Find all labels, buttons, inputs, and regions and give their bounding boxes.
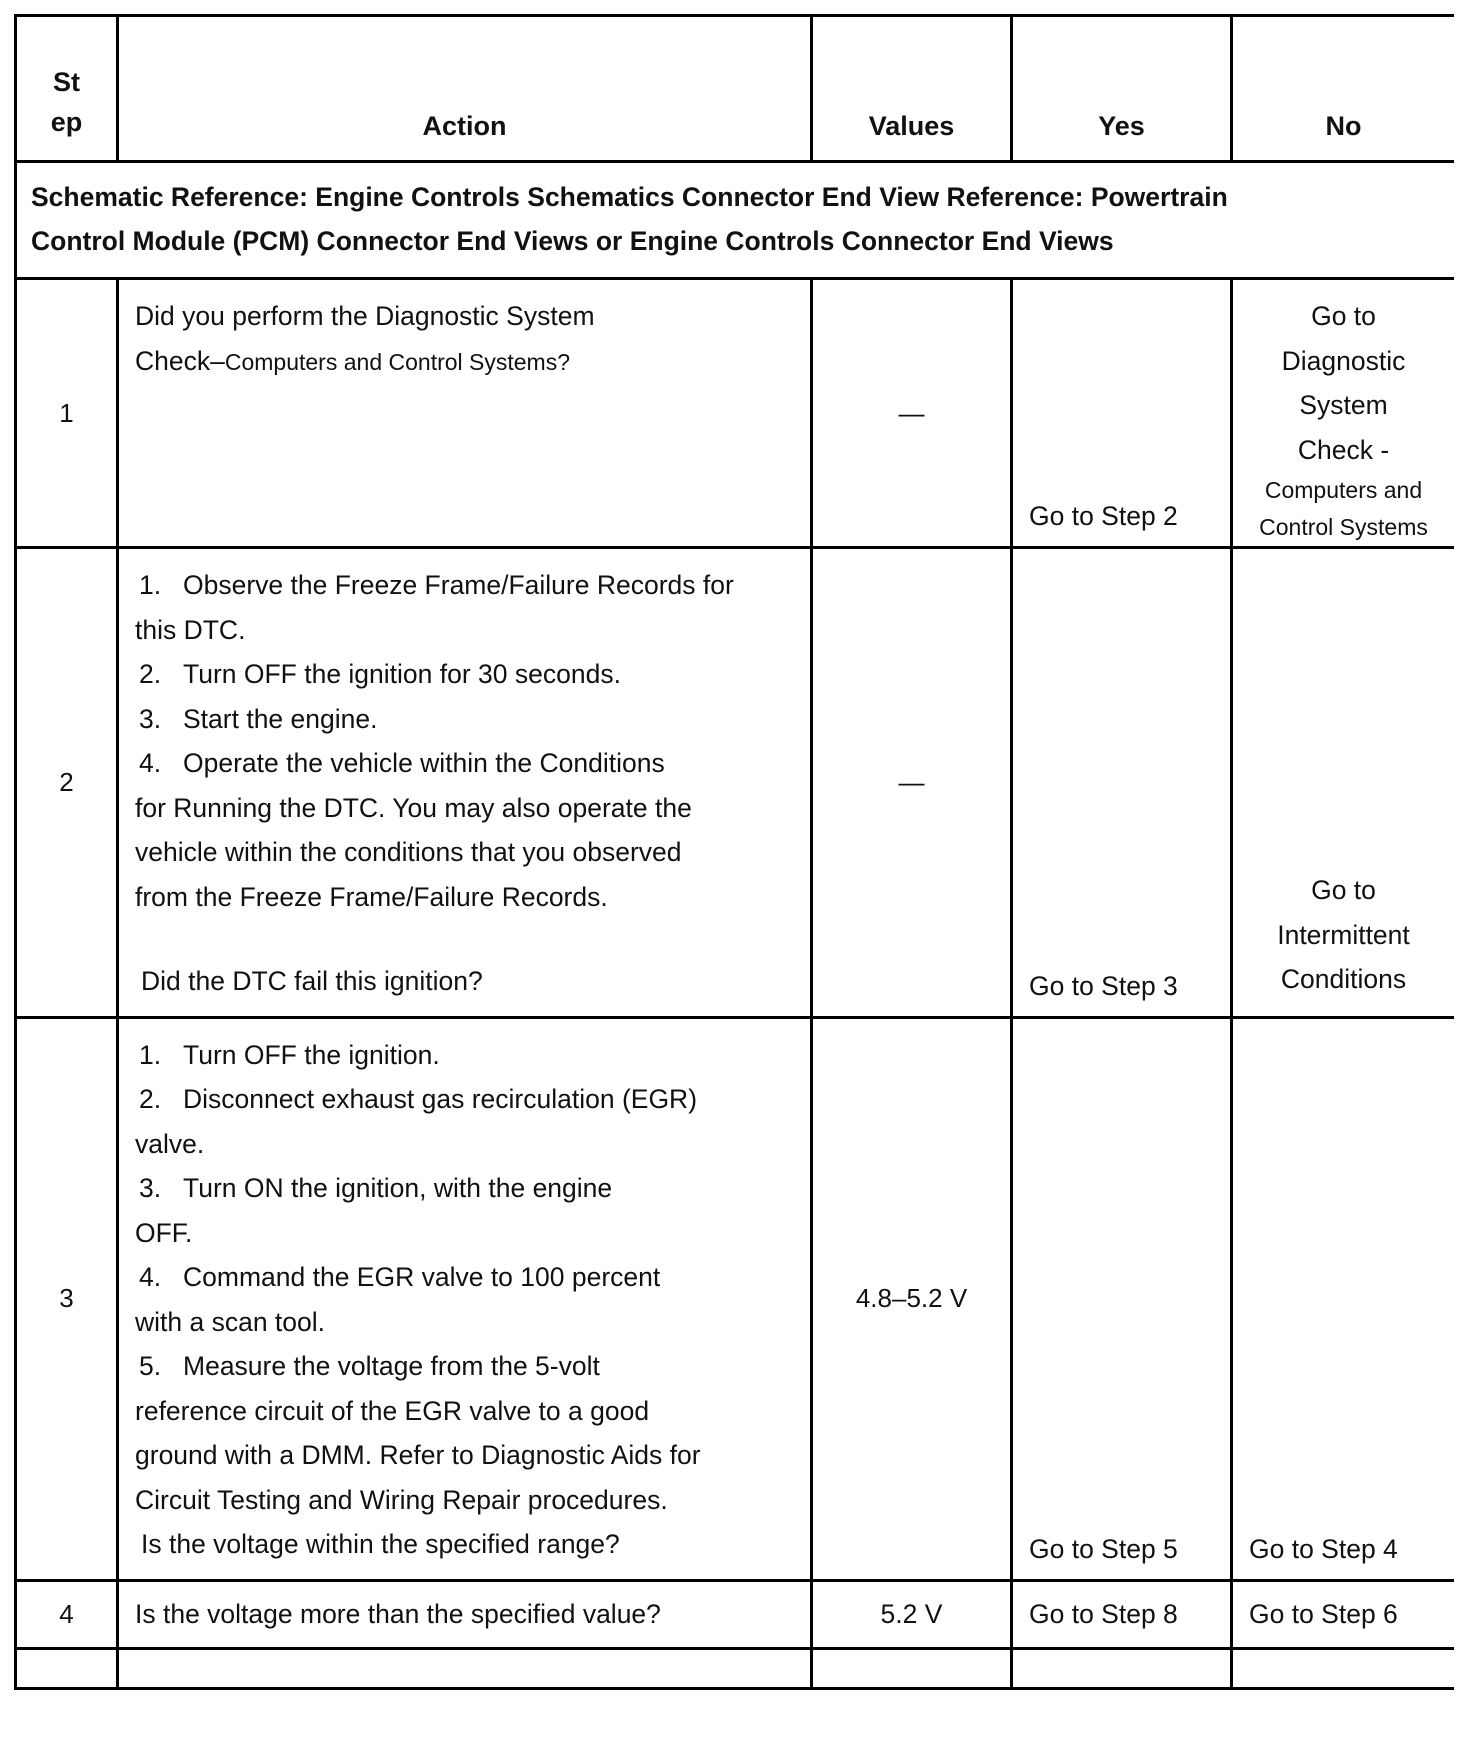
action-question: Is the voltage within the specified range? [141,1529,620,1559]
item-text: reference circuit of the EGR valve to a good [135,1395,650,1426]
step-header [16,16,118,162]
item-text: OFF. [135,1217,193,1248]
action-item [135,652,798,697]
action-cell [118,1017,812,1580]
no-header: No [1232,16,1455,162]
item-text: Turn ON the ignition, with the engine [183,1173,613,1203]
no-line: Diagnostic [1281,345,1406,376]
no-line: Go to [1311,301,1376,331]
value-cell: 5.2 V [812,1580,1012,1648]
item-number: 3. [139,703,162,734]
item-text: Observe the Freeze Frame/Failure Records for [183,570,734,600]
action-list [135,563,798,919]
no-line: Intermittent [1277,919,1410,950]
empty-cell [1232,1648,1455,1688]
yes-cell: Go to Step 2 [1012,279,1232,548]
empty-cell [16,1648,118,1688]
no-line: Conditions [1280,964,1407,994]
empty-cell [118,1648,812,1688]
no-line-small: Control Systems [1259,514,1428,540]
step-number: 1 [16,279,118,548]
action-item [135,608,798,653]
item-text: Operate the vehicle within the Conditions [183,748,665,778]
no-cell [1232,279,1455,548]
action-item [135,875,798,920]
action-item [135,1389,798,1434]
item-text: Disconnect exhaust gas recirculation (EGR) [183,1084,698,1114]
item-text: Turn OFF the ignition. [183,1039,440,1070]
no-line: System [1299,390,1388,420]
item-number: 4. [139,748,162,778]
no-cell: Go to Step 6 [1232,1580,1455,1648]
action-line: Did you perform the Diagnostic System [135,301,595,331]
action-item [135,1478,798,1523]
item-text: vehicle within the conditions that you observed [135,837,682,867]
reference-line1: Schematic Reference: Engine Controls Schematics Connector End View Reference: Powertrain [31,182,1228,212]
action-item [135,1344,798,1389]
action-item [135,1433,798,1478]
yes-cell: Go to Step 3 [1012,548,1232,1018]
action-cell [118,548,812,1018]
empty-cell [812,1648,1012,1688]
diagnostic-table-frame [14,14,1454,1744]
item-number: 1. [139,1039,162,1070]
step-row-4 [16,1580,1455,1648]
action-item [135,830,798,875]
yes-cell: Go to Step 8 [1012,1580,1232,1648]
action-text: Check– [135,345,225,376]
item-text: from the Freeze Frame/Failure Records. [135,881,608,912]
diagnostic-table [14,14,1454,1690]
no-line-small: Computers and [1264,477,1423,503]
item-text: Turn OFF the ignition for 30 seconds. [183,659,621,689]
item-number: 4. [139,1262,162,1292]
action-header: Action [118,16,812,162]
item-number: 2. [139,659,162,689]
spacer [135,919,798,959]
no-cell: Go to Step 4 [1232,1017,1455,1580]
empty-cell [1012,1648,1232,1688]
action-item [135,1166,798,1211]
step-number: 4 [16,1580,118,1648]
item-text: for Running the DTC. You may also operate the [135,792,692,823]
action-link-text: Computers and Control Systems? [224,348,571,375]
no-cell [1232,548,1455,1018]
action-item [135,1077,798,1122]
action-item [135,697,798,742]
item-text: Measure the voltage from the 5-volt [183,1351,600,1381]
item-text: ground with a DMM. Refer to Diagnostic Aids for [135,1440,701,1470]
continuation-row [16,1648,1455,1688]
step-row-1 [16,279,1455,548]
step-number: 2 [16,548,118,1018]
action-question: Did the DTC fail this ignition? [141,966,483,996]
reference-row [16,162,1455,279]
yes-cell: Go to Step 5 [1012,1017,1232,1580]
action-list [135,1033,798,1523]
item-text: valve. [135,1128,205,1159]
no-line: Go to [1311,875,1376,905]
value-cell: 4.8–5.2 V [812,1017,1012,1580]
action-item [135,1300,798,1345]
action-item [135,1033,798,1078]
action-item [135,741,798,786]
item-text: Start the engine. [183,703,378,734]
action-item [135,563,798,608]
item-number: 3. [139,1173,162,1203]
action-item [135,1255,798,1300]
header-row [16,16,1455,162]
item-text: with a scan tool. [135,1306,326,1337]
no-line: Check - [1297,434,1390,465]
step-header-line1: St [53,67,80,97]
value-cell: — [812,279,1012,548]
action-line [135,339,798,385]
value-cell: — [812,548,1012,1018]
schematic-reference [16,162,1455,279]
item-number: 5. [139,1351,162,1381]
action-cell: Is the voltage more than the specified value? [118,1580,812,1648]
item-text: this DTC. [135,614,246,645]
step-header-line2: ep [50,107,83,137]
values-header: Values [812,16,1012,162]
action-item [135,1122,798,1167]
action-item [135,786,798,831]
item-number: 1. [139,570,162,600]
item-number: 2. [139,1084,162,1114]
step-row-2 [16,548,1455,1018]
action-item [135,1211,798,1256]
step-row-3 [16,1017,1455,1580]
reference-line2: Control Module (PCM) Connector End Views or Engine Controls Connector End Views [31,226,1114,256]
action-cell [118,279,812,548]
yes-header: Yes [1012,16,1232,162]
item-text: Circuit Testing and Wiring Repair procedures. [135,1484,668,1515]
item-text: Command the EGR valve to 100 percent [183,1262,661,1292]
step-number: 3 [16,1017,118,1580]
